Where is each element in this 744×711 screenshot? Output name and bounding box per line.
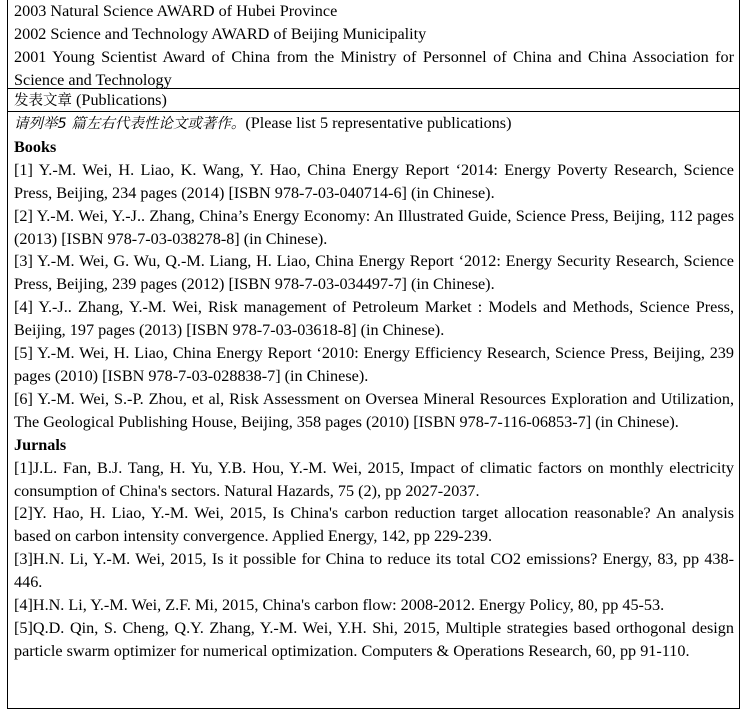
journal-item: [4]H.N. Li, Y.-M. Wei, Z.F. Mi, 2015, China's carbon flow: 2008-2012. Energy Policy, 80, pp 45-53. — [14, 596, 665, 615]
awards-section — [8, 0, 739, 89]
book-item: [3] Y.-M. Wei, G. Wu, Q.-M. Liang, H. Liao, China Energy Report ‘2012: Energy Security Research, Science Press, Beijing, 239 pages (2012) [ISBN 978-7-03-034497-7] (in Chinese). — [14, 252, 734, 294]
book-item: [1] Y.-M. Wei, H. Liao, K. Wang, Y. Hao, China Energy Report ‘2014: Energy Poverty Research, Science Press, Beijing, 234 pages (2014) [ISBN 978-7-03-040714-6] (in Chinese). — [14, 160, 734, 202]
instruction — [14, 112, 734, 136]
cv-table — [7, 0, 740, 709]
instruction-en: (Please list 5 representative publications) — [245, 114, 512, 132]
book-item: [5] Y.-M. Wei, H. Liao, China Energy Report ‘2010: Energy Efficiency Research, Science Press, Beijing, 239 pages (2010) [ISBN 978-7-03-028838-7] (in Chinese). — [14, 344, 734, 385]
journal-item: [3]H.N. Li, Y.-M. Wei, 2015, Is it possible for China to reduce its total CO2 emissions? Energy, 83, pp 438-446. — [14, 550, 734, 592]
journal-item: [2]Y. Hao, H. Liao, Y.-M. Wei, 2015, Is China's carbon reduction target allocation reasonable? An analysis based on carbon intensity convergence. Applied Energy, 142, pp 229-239. — [14, 504, 734, 546]
publications-header — [14, 89, 734, 113]
award-item: 2001 Young Scientist Award of China from the Ministry of Personnel of China and China Association for Science and Technology — [14, 47, 734, 89]
book-item: [6] Y.-M. Wei, S.-P. Zhou, et al, Risk Assessment on Oversea Mineral Resources Exploration and Utilization, The Geological Publishing House, Beijing, 358 pages (2010) [ISBN 978-7-116-06853-7] (in Chinese). — [14, 389, 734, 431]
journal-item: [1]J.L. Fan, B.J. Tang, H. Yu, Y.B. Hou, Y.-M. Wei, 2015, Impact of climatic factors on monthly electricity consumption of China's sectors. Natural Hazards, 75 (2), pp 2027-2037. — [14, 458, 734, 500]
award-item: 2003 Natural Science AWARD of Hubei Province — [14, 2, 338, 20]
publications-section — [8, 112, 739, 663]
book-item: [4] Y.-J.. Zhang, Y.-M. Wei, Risk management of Petroleum Market : Models and Methods, Science Press, Beijing, 197 pages (2013) [ISBN 978-7-03-03618-8] (in Chinese). — [14, 298, 734, 340]
books-heading: Books — [14, 137, 57, 156]
award-item: 2002 Science and Technology AWARD of Beijing Municipality — [14, 24, 427, 43]
publications-header-en: (Publications) — [76, 91, 167, 109]
instruction-zh: 请列举5 篇左右代表性论文或著作。 — [14, 116, 246, 132]
journal-item: [5]Q.D. Qin, S. Cheng, Q.Y. Zhang, Y.-M. Wei, Y.H. Shi, 2015, Multiple strategies based orthogonal design particle swarm optimizer for numerical optimization. Computers & Operations Research, 60, pp 91-110. — [14, 618, 734, 660]
publications-header-zh: 发表文章 — [14, 93, 72, 109]
journals-heading: Jurnals — [14, 435, 67, 454]
book-item: [2] Y.-M. Wei, Y.-J.. Zhang, China’s Energy Economy: An Illustrated Guide, Science Press, Beijing, 112 pages (2013) [ISBN 978-7-03-038278-8] (in Chinese). — [14, 206, 734, 248]
publications-header-row — [8, 89, 739, 112]
